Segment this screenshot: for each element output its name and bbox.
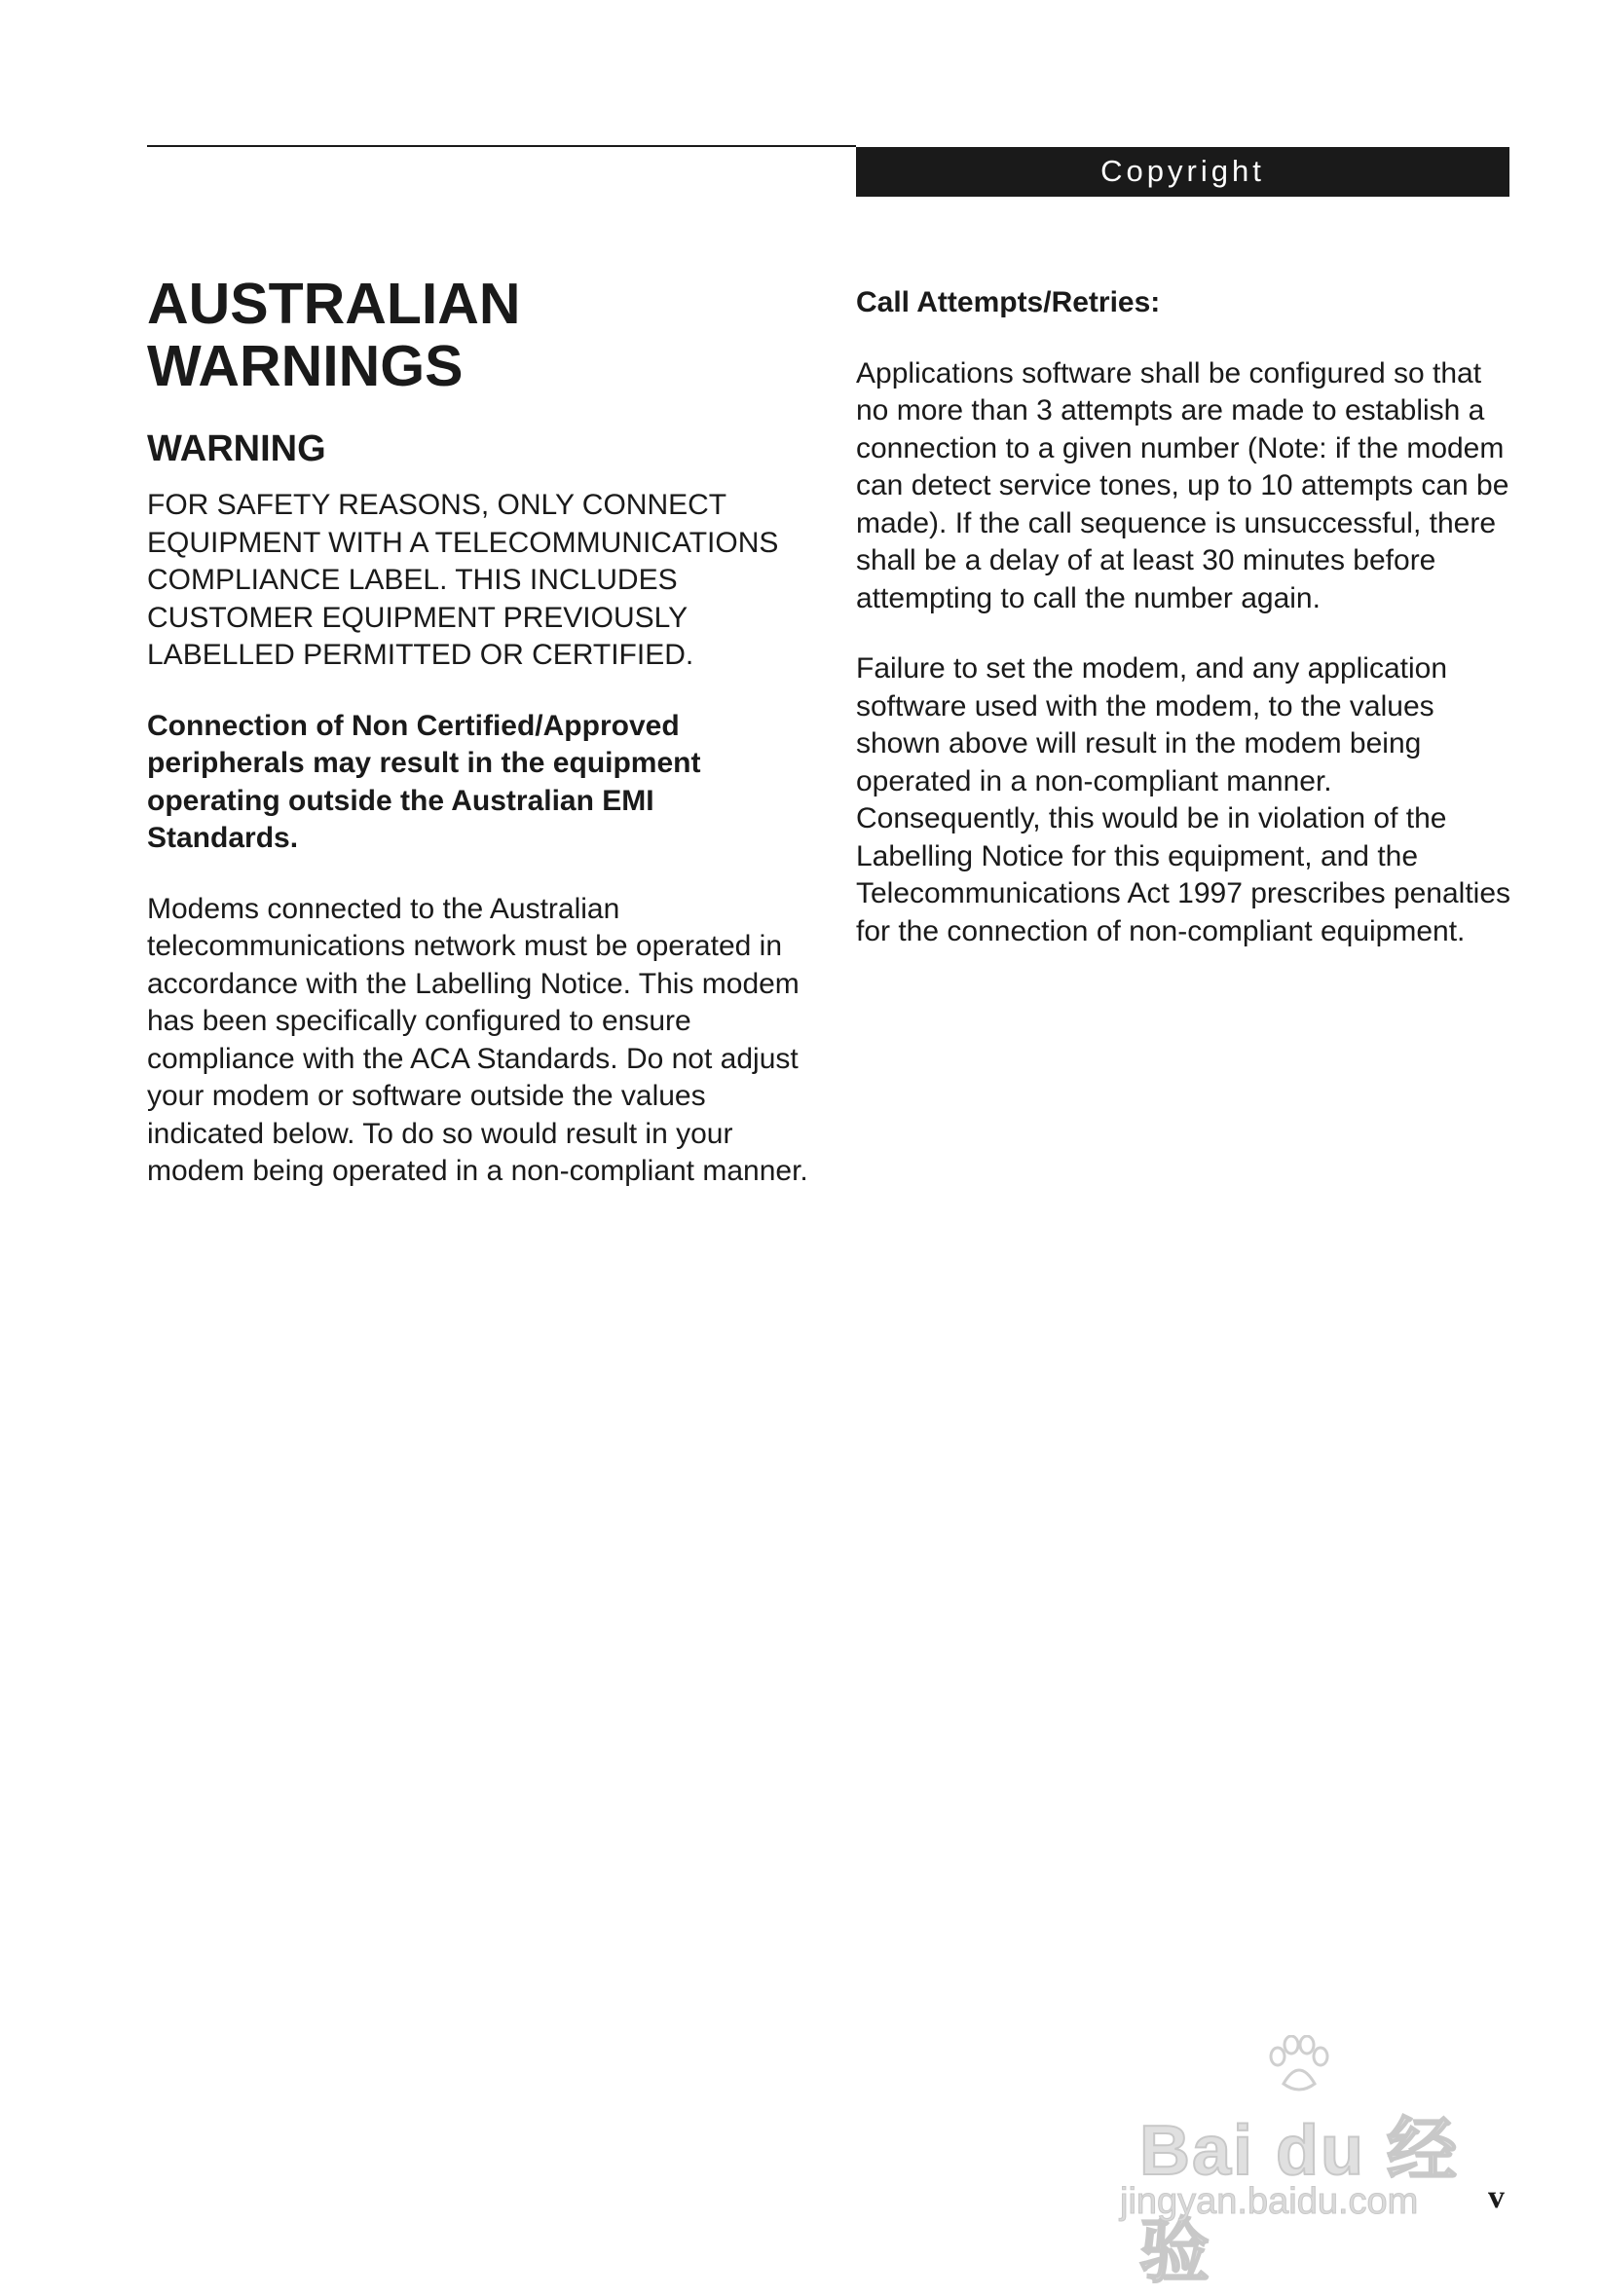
paw-icon [1264,2035,1332,2102]
watermark-brand: Bai du 经验 [1139,2112,1460,2291]
applications-paragraph: Applications software shall be configured so that no more than 3 attempts are made to establish a connection to a given number (Note: if the modem can detect service tones, up to 10 attempts can be made). If the call sequence is unsuccessful, there shall be a delay of at least 30 minutes before attempting to call the number again. [856,356,1509,614]
call-attempts-heading: Call Attempts/Retries: [856,286,1161,318]
page-number: v [1488,2179,1505,2215]
page-title-line-2: WARNINGS [147,334,464,398]
section-tab: Copyright [856,147,1509,197]
failure-paragraph: Failure to set the modem, and any application software used with the modem, to the values shown above will result in the modem being operated in a non-compliant manner. Consequently, this would be in violation of the Labelling Notice for this equipment, and the Telecommunications Act 1997 prescribes penalties for the connection of non-compliant equipment. [856,652,1511,947]
watermark-url: jingyan.baidu.com [1120,2181,1419,2222]
header-rule [147,145,856,147]
modem-compliance-paragraph: Modems connected to the Australian telecommunications network must be operated in accordance with the Labelling Notice. This modem has been specifically configured to ensure compliance with the ACA Standards. Do not adjust your modem or software outside the values indicated below. To do so would result in your modem being operated in a non-compliant manner. [147,892,808,1187]
warning-heading: WARNING [147,428,326,469]
warning-text: FOR SAFETY REASONS, ONLY CONNECT EQUIPMENT WITH A TELECOMMUNICATIONS COMPLIANCE LABEL. THIS INCLUDES CUSTOMER EQUIPMENT PREVIOUSLY LABELLED PERMITTED OR CERTIFIED. [147,489,779,671]
right-column [856,273,1518,950]
baidu-watermark [1120,2035,1509,2291]
emi-notice-paragraph: Connection of Non Certified/Approved peripherals may result in the equipment operating outside the Australian EMI Standards. [147,709,701,854]
page-title [147,273,809,397]
left-column [147,273,809,1191]
page-title-line-1: AUSTRALIAN [147,272,521,336]
